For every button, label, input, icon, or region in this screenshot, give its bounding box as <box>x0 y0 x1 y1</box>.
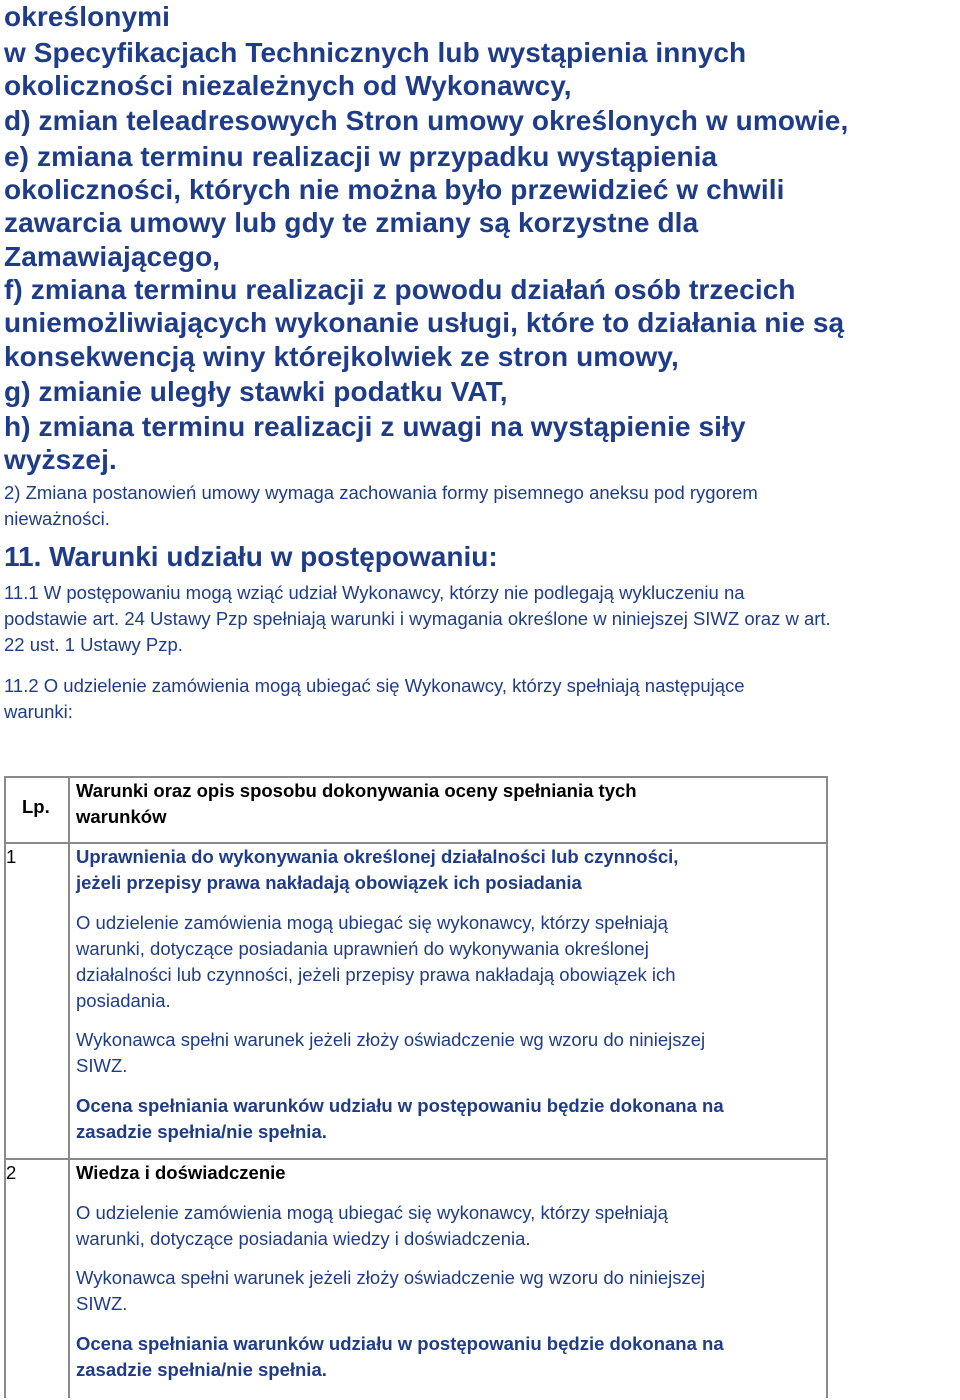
column-header-lp: Lp. <box>22 796 50 817</box>
paragraph-11-1-line: podstawie art. 24 Ustawy Pzp spełniają warunki i wymagania określone w niniejszej SIWZ oraz w art. <box>4 608 831 629</box>
amendment-text-line: w Specyfikacjach Technicznych lub wystąpienia innych <box>4 37 747 68</box>
amendment-text-line: konsekwencją winy którejkolwiek ze stron umowy, <box>4 341 679 372</box>
paragraph-11-1-line: 22 ust. 1 Ustawy Pzp. <box>4 634 183 655</box>
row-number: 2 <box>6 1162 17 1183</box>
paragraph-11-2-line: 11.2 O udzielenie zamówienia mogą ubiegać się Wykonawcy, którzy spełniają następujące <box>4 675 745 696</box>
row-body-line: warunki, dotyczące posiadania uprawnień do wykonywania określonej <box>76 938 649 959</box>
table-column-divider <box>68 776 70 1398</box>
row-body-line: warunki, dotyczące posiadania wiedzy i doświadczenia. <box>76 1228 531 1249</box>
amendment-item-h: h) zmiana terminu realizacji z uwagi na wystąpienie siły <box>4 411 746 442</box>
row-number: 1 <box>6 846 17 867</box>
row-assessment-line: zasadzie spełnia/nie spełnia. <box>76 1121 327 1142</box>
row-assessment-line: Ocena spełniania warunków udziału w postępowaniu będzie dokonana na <box>76 1333 724 1354</box>
amendment-item-g: g) zmianie uległy stawki podatku VAT, <box>4 376 508 407</box>
row-statement-line: SIWZ. <box>76 1055 128 1076</box>
row-title: Wiedza i doświadczenie <box>76 1162 286 1183</box>
row-title: jeżeli przepisy prawa nakładają obowiązek ich posiadania <box>76 872 582 893</box>
row-body-line: posiadania. <box>76 990 171 1011</box>
amendment-text-line: wyższej. <box>4 444 117 475</box>
amendment-text-line: uniemożliwiających wykonanie usługi, które to działania nie są <box>4 307 845 338</box>
row-body-line: działalności lub czynności, jeżeli przepisy prawa nakładają obowiązek ich <box>76 964 676 985</box>
amendment-item-e: e) zmiana terminu realizacji w przypadku wystąpienia <box>4 141 718 172</box>
row-body-line: O udzielenie zamówienia mogą ubiegać się wykonawcy, którzy spełniają <box>76 1202 668 1223</box>
amendment-text-line: zawarcia umowy lub gdy te zmiany są korzystne dla <box>4 207 699 238</box>
row-statement-line: SIWZ. <box>76 1293 128 1314</box>
paragraph-11-2-line: warunki: <box>4 701 73 722</box>
row-body-line: O udzielenie zamówienia mogą ubiegać się wykonawcy, którzy spełniają <box>76 912 668 933</box>
clause-2-line: nieważności. <box>4 508 110 529</box>
clause-2-line: 2) Zmiana postanowień umowy wymaga zachowania formy pisemnego aneksu pod rygorem <box>4 482 758 503</box>
amendment-item-f: f) zmiana terminu realizacji z powodu działań osób trzecich <box>4 274 796 305</box>
amendment-text-line: okoliczności niezależnych od Wykonawcy, <box>4 70 572 101</box>
row-assessment-line: zasadzie spełnia/nie spełnia. <box>76 1359 327 1380</box>
column-header-conditions: Warunki oraz opis sposobu dokonywania oceny spełniania tych <box>76 780 637 801</box>
column-header-conditions: warunków <box>76 806 167 827</box>
section-heading: 11. Warunki udziału w postępowaniu: <box>4 541 498 572</box>
table-border-right <box>826 776 828 1398</box>
paragraph-11-1-line: 11.1 W postępowaniu mogą wziąć udział Wykonawcy, którzy nie podlegają wykluczeniu na <box>4 582 745 603</box>
row-statement-line: Wykonawca spełni warunek jeżeli złoży oświadczenie wg wzoru do niniejszej <box>76 1029 706 1050</box>
conditions-table <box>4 776 828 1398</box>
row-assessment-line: Ocena spełniania warunków udziału w postępowaniu będzie dokonana na <box>76 1095 724 1116</box>
row-title: Uprawnienia do wykonywania określonej działalności lub czynności, <box>76 846 679 867</box>
amendment-text-line: określonymi <box>4 1 171 32</box>
amendment-text-line: okoliczności, których nie można było przewidzieć w chwili <box>4 174 785 205</box>
amendment-item-d: d) zmian teleadresowych Stron umowy określonych w umowie, <box>4 105 849 136</box>
amendment-text-line: Zamawiającego, <box>4 241 221 272</box>
row-statement-line: Wykonawca spełni warunek jeżeli złoży oświadczenie wg wzoru do niniejszej <box>76 1267 706 1288</box>
